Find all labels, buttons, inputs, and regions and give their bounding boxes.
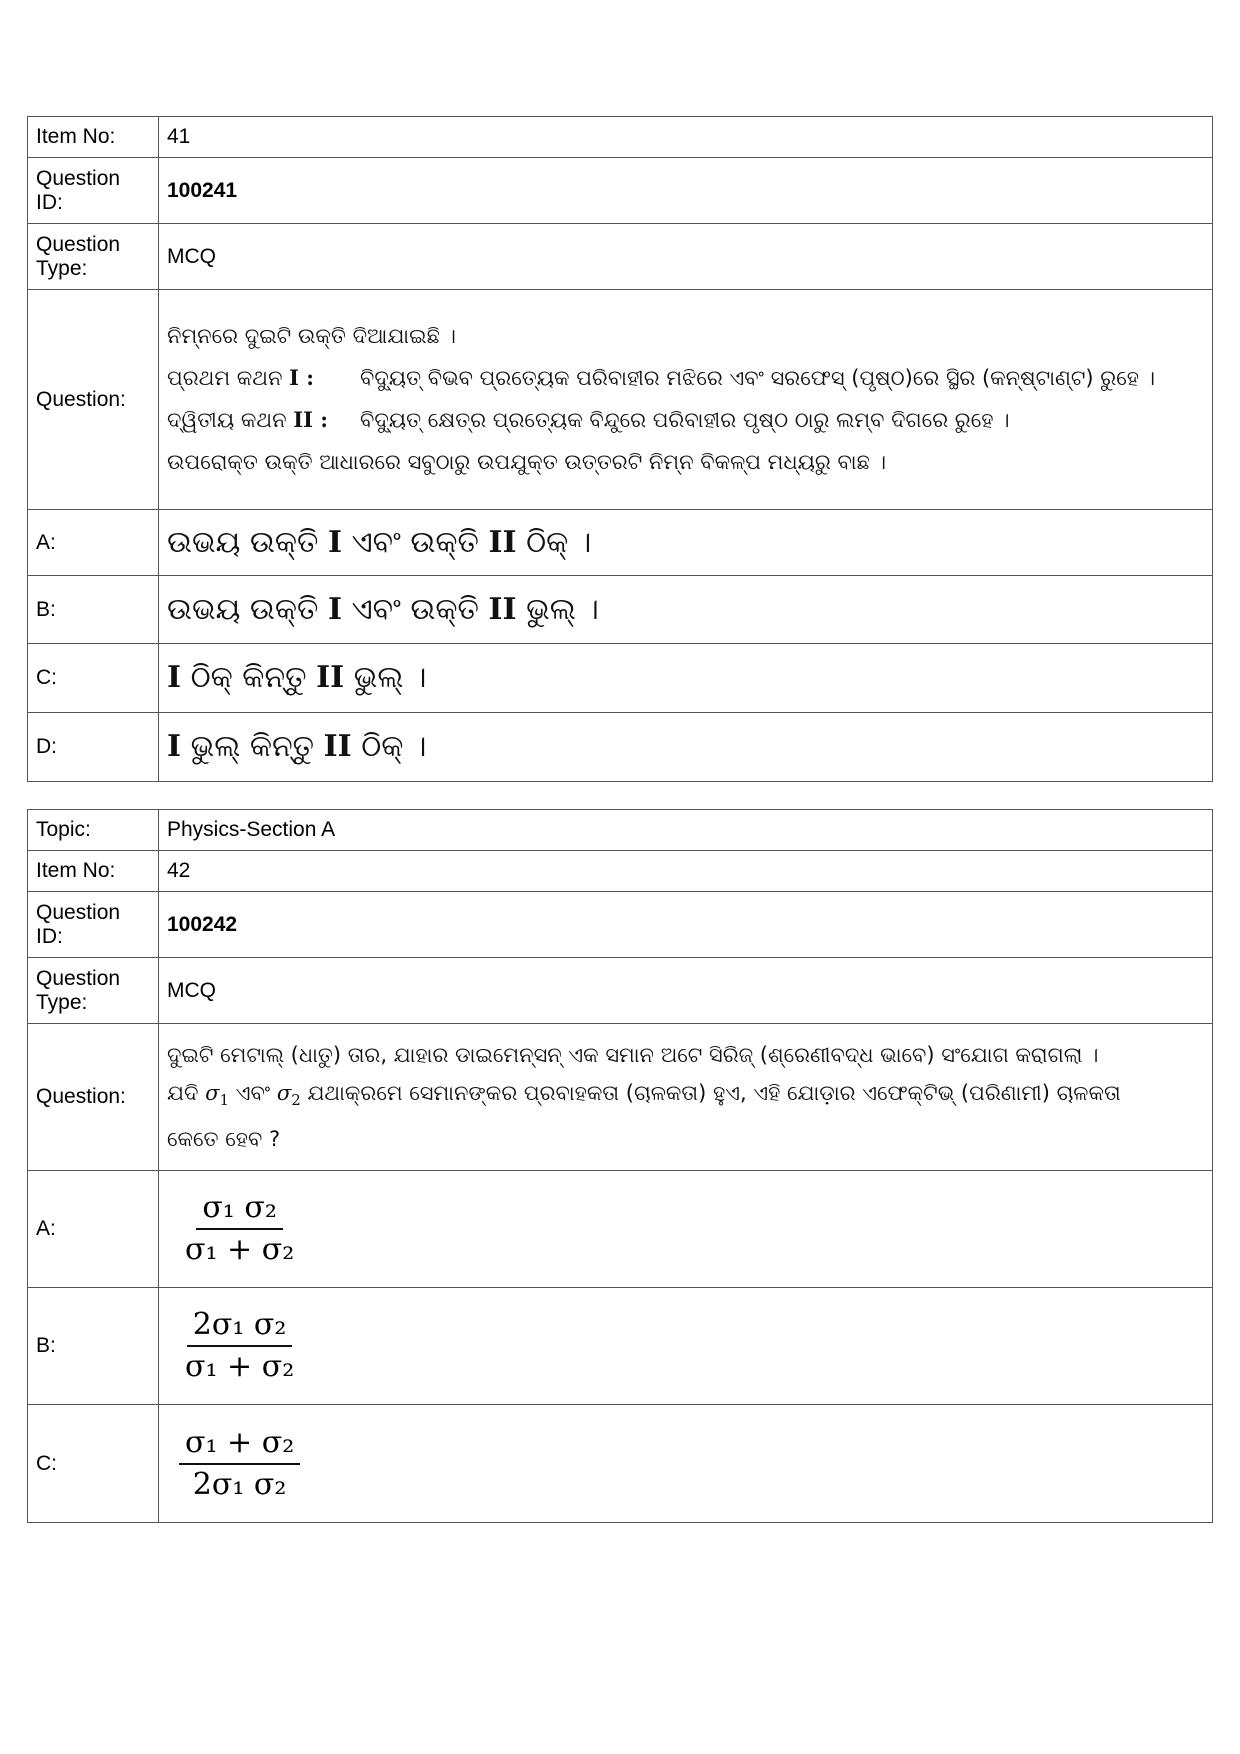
option-a-numerator [196, 1190, 283, 1230]
option-b[interactable] [159, 1288, 1213, 1405]
sigma-2-subscript: 2 [291, 1091, 301, 1110]
sigma-1-subscript: 1 [219, 1091, 229, 1110]
topic-label: Topic: [28, 810, 159, 851]
option-b-roman-2: II [488, 591, 517, 627]
option-a-text-3: ଠିକ୍ । [526, 524, 592, 560]
question-table-41 [27, 116, 1213, 782]
option-c-denominator [187, 1465, 293, 1503]
option-a-roman-1: I [327, 524, 343, 560]
row-option-a [28, 510, 1213, 576]
option-a-roman-2: II [488, 524, 517, 560]
option-b-numerator [187, 1307, 293, 1347]
option-a-text-2: ଏବଂ ଉକ୍ତି [351, 524, 479, 560]
item-no-label: Item No: [28, 117, 159, 158]
option-c-text-1: ଠିକ୍ କିନ୍ତୁ [190, 660, 307, 695]
row-item-no [28, 117, 1213, 158]
option-c-fraction [179, 1425, 300, 1503]
question-line-2-b: ଏବଂ [235, 1081, 271, 1106]
sigma-1-symbol: σ [205, 1081, 220, 1106]
option-a[interactable] [159, 510, 1213, 576]
row-option-d [28, 713, 1213, 782]
statement-1-roman: I : [289, 365, 314, 390]
statement-2 [167, 406, 1204, 434]
option-c-den-coef: 2 [192, 1466, 212, 1502]
row-question-id [28, 892, 1213, 958]
option-d-text-1: ଭୁଲ୍ କିନ୍ତୁ [190, 729, 315, 764]
option-c-numerator [179, 1425, 300, 1465]
option-b-den-text: σ₁ + σ₂ [185, 1349, 295, 1384]
statement-2-heading-text: ଦ୍ୱିତୀୟ କଥନ [167, 408, 287, 432]
question-id-value: 100241 [159, 158, 1213, 224]
question-type-value: MCQ [159, 958, 1213, 1024]
row-option-b [28, 1288, 1213, 1405]
option-b-label: B: [28, 1288, 159, 1405]
option-a-label: A: [28, 1171, 159, 1288]
statement-1-heading-text: ପ୍ରଥମ କଥନ [167, 366, 283, 390]
option-c-label: C: [28, 1405, 159, 1523]
question-body [159, 290, 1213, 510]
sigma-1 [205, 1081, 229, 1110]
option-b-label: B: [28, 576, 159, 644]
option-a-fraction [179, 1190, 300, 1268]
option-a-text-1: ଉଭୟ ଉକ୍ତି [167, 524, 319, 560]
row-option-c [28, 644, 1213, 713]
option-c[interactable] [159, 644, 1213, 713]
option-d-text-2: ଠିକ୍ । [361, 729, 427, 764]
row-question-type [28, 958, 1213, 1024]
row-question [28, 290, 1213, 510]
option-a-label: A: [28, 510, 159, 576]
option-a-den-text: σ₁ + σ₂ [185, 1232, 295, 1267]
question-closing: ଉପରୋକ୍ତ ଉକ୍ତି ଆଧାରରେ ସବୁଠାରୁ ଉପଯୁକ୍ତ ଉତ୍ତରଟି ନିମ୍ନ ବିକଳ୍ପ ମଧ୍ୟରୁ ବାଛ । [167, 450, 887, 474]
question-id-value: 100242 [159, 892, 1213, 958]
question-type-label: Question Type: [28, 958, 159, 1024]
row-topic [28, 810, 1213, 851]
question-table-42 [27, 809, 1213, 1523]
item-no-value: 42 [159, 851, 1213, 892]
question-id-label: Question ID: [28, 892, 159, 958]
option-a-denominator [179, 1230, 300, 1268]
row-question [28, 1024, 1213, 1171]
option-d-label: D: [28, 713, 159, 782]
option-b-denominator [179, 1347, 300, 1385]
option-c[interactable] [159, 1405, 1213, 1523]
topic-value: Physics-Section A [159, 810, 1213, 851]
question-type-value: MCQ [159, 224, 1213, 290]
row-question-id [28, 158, 1213, 224]
statement-2-heading [167, 406, 360, 434]
option-c-label: C: [28, 644, 159, 713]
question-id-label: Question ID: [28, 158, 159, 224]
option-d-roman-2: II [323, 729, 352, 764]
statement-2-roman: II : [293, 407, 328, 432]
option-c-num-text: σ₁ + σ₂ [185, 1424, 295, 1460]
question-label: Question: [28, 290, 159, 510]
question-line-1: ଦୁଇଟି ମେଟାଲ୍ (ଧାତୁ) ତାର, ଯାହାର ଡାଇମେନ୍ସନ୍ ଏକ ସମାନ ଅଟେ ସିରିଜ୍ (ଶ୍ରେଣୀବଦ୍ଧ ଭାବେ) ସଂଯୋଗ କରାଗଲା । [167, 1043, 1099, 1068]
option-b-text-2: ଏବଂ ଉକ୍ତି [351, 591, 479, 627]
statement-2-text: ବିଦ୍ୟୁତ୍ କ୍ଷେତ୍ର ପ୍ରତ୍ୟେକ ବିନ୍ଦୁରେ ପରିବାହୀର ପୃଷ୍ଠ ଠାରୁ ଲମ୍ବ ଦିଗରେ ରୁହେ । [360, 408, 1010, 432]
option-d[interactable] [159, 713, 1213, 782]
sigma-2 [276, 1081, 301, 1110]
option-c-den-text: σ₁ σ₂ [211, 1466, 287, 1502]
item-no-value: 41 [159, 117, 1213, 158]
statement-1-heading [167, 364, 360, 392]
statement-1-text: ବିଦ୍ୟୁତ୍ ବିଭବ ପ୍ରତ୍ୟେକ ପରିବାହୀର ମଝିରେ ଏବଂ ସରଫେସ୍ (ପୃଷ୍ଠ)ରେ ସ୍ଥିର (କନ୍ଷ୍ଟାଣ୍ଟ) ରୁହେ । [360, 366, 1156, 390]
row-option-b [28, 576, 1213, 644]
row-option-a [28, 1171, 1213, 1288]
question-line-3: କେତେ ହେବ ? [167, 1126, 281, 1151]
row-option-c [28, 1405, 1213, 1523]
option-c-text-2: ଭୁଲ୍ । [353, 660, 427, 695]
option-c-roman-1: I [167, 660, 182, 695]
option-b-num-text: σ₁ σ₂ [211, 1307, 287, 1342]
question-body [159, 1024, 1213, 1171]
row-question-type [28, 224, 1213, 290]
question-type-label: Question Type: [28, 224, 159, 290]
question-line-2 [167, 1079, 1204, 1114]
option-b-roman-1: I [327, 591, 343, 627]
question-intro: ନିମ୍ନରେ ଦୁଇଟି ଉକ୍ତି ଦିଆଯାଇଛି । [167, 324, 457, 348]
question-line-2-a: ଯଦି [167, 1081, 199, 1106]
option-c-roman-2: II [316, 660, 345, 695]
option-a-num-text: σ₁ σ₂ [202, 1190, 277, 1225]
option-b-text-3: ଭୁଲ୍ । [526, 591, 599, 627]
option-b[interactable] [159, 576, 1213, 644]
sigma-2-symbol: σ [276, 1081, 292, 1106]
statement-1 [167, 364, 1204, 392]
option-b-num-coef: 2 [192, 1307, 212, 1342]
question-line-2-c: ଯଥାକ୍ରମେ ସେମାନଙ୍କର ପ୍ରବାହକତା (ଚାଳକତା) ହୁଏ, ଏହି ଯୋଡ଼ାର ଏଫେକ୍ଟିଭ୍ (ପରିଣାମୀ) ଚାଳକତା [307, 1081, 1121, 1106]
question-label: Question: [28, 1024, 159, 1171]
option-b-text-1: ଉଭୟ ଉକ୍ତି [167, 591, 319, 627]
option-d-roman-1: I [167, 729, 182, 764]
option-b-fraction [179, 1307, 300, 1385]
row-item-no [28, 851, 1213, 892]
option-a[interactable] [159, 1171, 1213, 1288]
item-no-label: Item No: [28, 851, 159, 892]
